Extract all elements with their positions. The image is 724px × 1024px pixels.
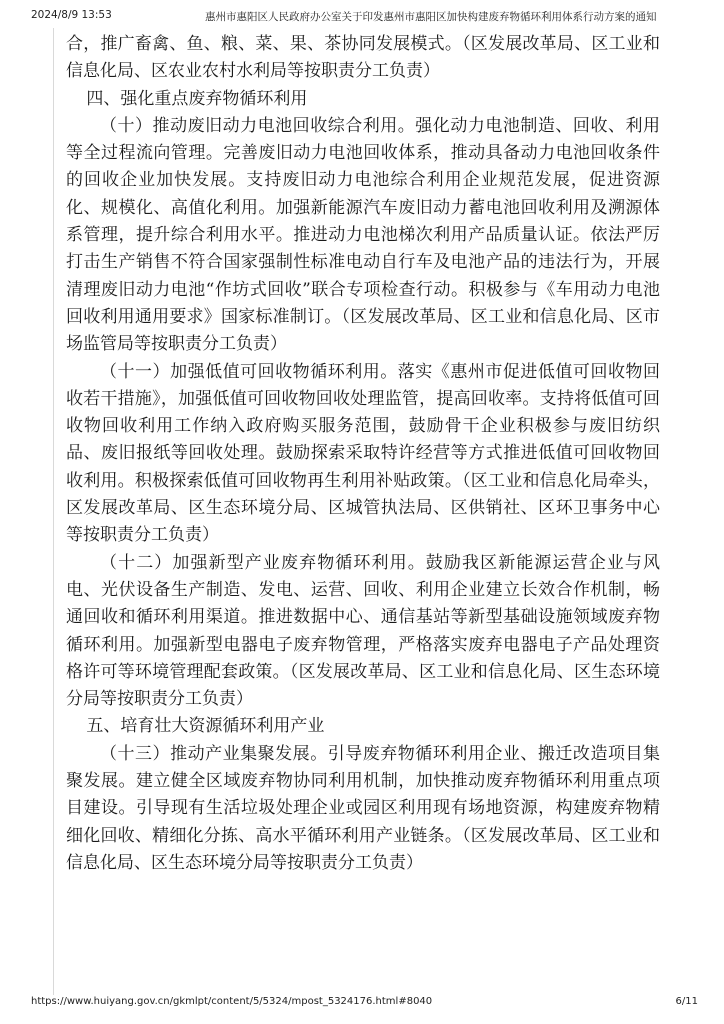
document-title: 惠州市惠阳区人民政府办公室关于印发惠州市惠阳区加快构建废弃物循环利用体系行动方案的通知 (205, 11, 657, 23)
page-url: https://www.huiyang.gov.cn/gkmlpt/content/5/5324/mpost_5324176.html#8040 (31, 996, 433, 1007)
document-body (66, 31, 660, 877)
section-heading-4: 四、强化重点废弃物循环利用 (86, 88, 308, 109)
paragraph-item-11: （十一）加强低值可回收物循环利用。落实《惠州市促进低值可回收物回收若干措施》，加强低值可回收物回收处理监管，提高回收率。支持将低值可回收物回收利用工作纳入政府购买服务范围，鼓励骨干企业积极参与废旧纺织品、废旧报纸等回收处理。鼓励探索采取特许经营等方式推进低值可回收物回收利用。积极探索低值可回收物再生利用补贴政策。（区工业和信息化局牵头，区发展改革局、区生态环境分局、区城管执法局、区供销社、区环卫事务中心等按职责分工负责） (66, 361, 660, 546)
paragraph-item-12: （十二）加强新型产业废弃物循环利用。鼓励我区新能源运营企业与风电、光伏设备生产制造、发电、运营、回收、利用企业建立长效合作机制，畅通回收和循环利用渠道。推进数据中心、通信基站等新型基础设施领域废弃物循环利用。加强新型电器电子废弃物管理，严格落实废弃电器电子产品处理资格许可等环境管理配套政策。（区发展改革局、区工业和信息化局、区生态环境分局等按职责分工负责） (66, 552, 660, 710)
paragraph-item-13: （十三）推动产业集聚发展。引导废弃物循环利用企业、搬迁改造项目集聚发展。建立健全区域废弃物协同利用机制，加快推动废弃物循环利用重点项目建设。引导现有生活垃圾处理企业或园区利用现有场地资源，构建废弃物精细化回收、精细化分拣、高水平循环利用产业链条。（区发展改革局、区工业和信息化局、区生态环境分局等按职责分工负责） (66, 743, 660, 873)
section-heading-5: 五、培育壮大资源循环利用产业 (86, 716, 325, 737)
left-margin-rule (53, 28, 54, 995)
page-number: 6/11 (675, 996, 698, 1007)
paragraph-item-10: （十）推动废旧动力电池回收综合利用。强化动力电池制造、回收、利用等全过程流向管理。完善废旧动力电池回收体系，推动具备动力电池回收条件的回收企业加快发展。支持废旧动力电池综合利用企业规范发展，促进资源化、规模化、高值化利用。加强新能源汽车废旧动力蓄电池回收利用及溯源体系管理，提升综合利用水平。推进动力电池梯次利用产品质量认证。依法严厉打击生产销售不符合国家强制性标准电动自行车及电池产品的违法行为，开展清理废旧动力电池“作坊式回收”联合专项检查行动。积极参与《车用动力电池回收利用通用要求》国家标准制订。（区发展改革局、区工业和信息化局、区市场监管局等按职责分工负责） (66, 115, 660, 355)
print-datetime: 2024/8/9 13:53 (31, 9, 112, 21)
paragraph-continuation: 合，推广畜禽、鱼、粮、菜、果、茶协同发展模式。（区发展改革局、区工业和信息化局、区农业农村水利局等按职责分工负责） (66, 34, 660, 82)
